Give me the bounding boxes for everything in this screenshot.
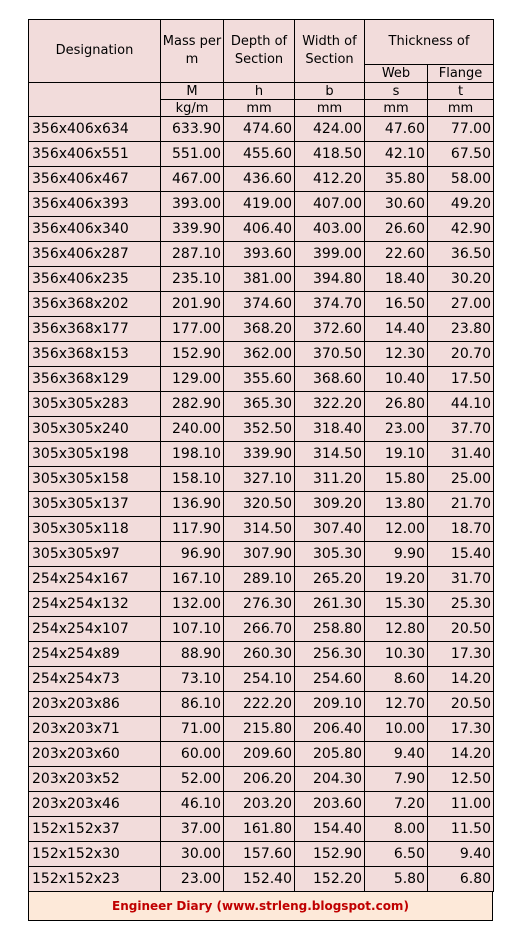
header-web: Web — [365, 65, 428, 83]
table-row — [29, 467, 494, 492]
value-cell: 5.80 — [365, 867, 428, 892]
value-cell: 266.70 — [224, 617, 295, 642]
value-cell: 19.20 — [365, 567, 428, 592]
table-row — [29, 542, 494, 567]
value-cell: 96.90 — [161, 542, 224, 567]
unit-cell: kg/m — [161, 100, 224, 117]
section-properties-table — [28, 19, 494, 892]
header-depth: Depth of Section — [224, 20, 295, 83]
value-cell: 235.10 — [161, 267, 224, 292]
value-cell: 14.20 — [428, 742, 494, 767]
designation-cell: 356x406x287 — [29, 242, 161, 267]
table-body — [29, 117, 494, 892]
designation-cell: 203x203x46 — [29, 792, 161, 817]
value-cell: 6.80 — [428, 867, 494, 892]
value-cell: 158.10 — [161, 467, 224, 492]
value-cell: 117.90 — [161, 517, 224, 542]
value-cell: 474.60 — [224, 117, 295, 142]
value-cell: 374.60 — [224, 292, 295, 317]
value-cell: 161.80 — [224, 817, 295, 842]
table-row — [29, 867, 494, 892]
value-cell: 320.50 — [224, 492, 295, 517]
value-cell: 403.00 — [295, 217, 365, 242]
designation-cell: 356x368x177 — [29, 317, 161, 342]
table-row — [29, 317, 494, 342]
value-cell: 318.40 — [295, 417, 365, 442]
value-cell: 305.30 — [295, 542, 365, 567]
header-width: Width of Section — [295, 20, 365, 83]
table-row — [29, 142, 494, 167]
value-cell: 88.90 — [161, 642, 224, 667]
table-row — [29, 167, 494, 192]
value-cell: 18.70 — [428, 517, 494, 542]
designation-cell: 254x254x89 — [29, 642, 161, 667]
value-cell: 14.40 — [365, 317, 428, 342]
value-cell: 22.60 — [365, 242, 428, 267]
value-cell: 10.00 — [365, 717, 428, 742]
value-cell: 152.90 — [161, 342, 224, 367]
value-cell: 44.10 — [428, 392, 494, 417]
table-row — [29, 417, 494, 442]
value-cell: 52.00 — [161, 767, 224, 792]
header-thickness: Thickness of — [365, 20, 494, 65]
value-cell: 8.60 — [365, 667, 428, 692]
value-cell: 58.00 — [428, 167, 494, 192]
value-cell: 30.60 — [365, 192, 428, 217]
value-cell: 372.60 — [295, 317, 365, 342]
designation-cell: 305x305x158 — [29, 467, 161, 492]
table-row — [29, 242, 494, 267]
designation-cell: 203x203x86 — [29, 692, 161, 717]
value-cell: 9.40 — [365, 742, 428, 767]
symbol-cell: t — [428, 83, 494, 100]
value-cell: 27.00 — [428, 292, 494, 317]
designation-cell: 356x406x634 — [29, 117, 161, 142]
value-cell: 339.90 — [161, 217, 224, 242]
table-row — [29, 567, 494, 592]
designation-cell: 152x152x37 — [29, 817, 161, 842]
value-cell: 209.60 — [224, 742, 295, 767]
value-cell: 322.20 — [295, 392, 365, 417]
value-cell: 256.30 — [295, 642, 365, 667]
header-designation-spacer — [29, 83, 161, 117]
value-cell: 18.40 — [365, 267, 428, 292]
value-cell: 203.60 — [295, 792, 365, 817]
value-cell: 35.80 — [365, 167, 428, 192]
value-cell: 23.00 — [365, 417, 428, 442]
symbol-cell: b — [295, 83, 365, 100]
value-cell: 455.60 — [224, 142, 295, 167]
table-row — [29, 692, 494, 717]
value-cell: 15.80 — [365, 467, 428, 492]
value-cell: 17.30 — [428, 642, 494, 667]
value-cell: 7.20 — [365, 792, 428, 817]
value-cell: 152.90 — [295, 842, 365, 867]
table-row — [29, 667, 494, 692]
value-cell: 418.50 — [295, 142, 365, 167]
table-row — [29, 217, 494, 242]
table-row — [29, 342, 494, 367]
designation-cell: 356x406x551 — [29, 142, 161, 167]
value-cell: 240.00 — [161, 417, 224, 442]
value-cell: 352.50 — [224, 417, 295, 442]
value-cell: 203.20 — [224, 792, 295, 817]
table-row — [29, 592, 494, 617]
designation-cell: 356x368x202 — [29, 292, 161, 317]
value-cell: 254.60 — [295, 667, 365, 692]
value-cell: 282.90 — [161, 392, 224, 417]
value-cell: 30.00 — [161, 842, 224, 867]
value-cell: 307.90 — [224, 542, 295, 567]
value-cell: 393.00 — [161, 192, 224, 217]
value-cell: 215.80 — [224, 717, 295, 742]
value-cell: 30.20 — [428, 267, 494, 292]
value-cell: 307.40 — [295, 517, 365, 542]
value-cell: 9.90 — [365, 542, 428, 567]
designation-cell: 356x406x467 — [29, 167, 161, 192]
value-cell: 12.80 — [365, 617, 428, 642]
designation-cell: 203x203x52 — [29, 767, 161, 792]
table-row — [29, 442, 494, 467]
value-cell: 16.50 — [365, 292, 428, 317]
table-row — [29, 817, 494, 842]
value-cell: 365.30 — [224, 392, 295, 417]
value-cell: 260.30 — [224, 642, 295, 667]
value-cell: 254.10 — [224, 667, 295, 692]
symbol-row — [29, 83, 494, 100]
value-cell: 157.60 — [224, 842, 295, 867]
value-cell: 368.20 — [224, 317, 295, 342]
header-mass: Mass per m — [161, 20, 224, 83]
value-cell: 12.00 — [365, 517, 428, 542]
value-cell: 23.80 — [428, 317, 494, 342]
value-cell: 71.00 — [161, 717, 224, 742]
designation-cell: 305x305x118 — [29, 517, 161, 542]
value-cell: 12.70 — [365, 692, 428, 717]
header-designation: Designation — [29, 20, 161, 83]
value-cell: 42.10 — [365, 142, 428, 167]
value-cell: 67.50 — [428, 142, 494, 167]
value-cell: 412.20 — [295, 167, 365, 192]
table-row — [29, 492, 494, 517]
value-cell: 177.00 — [161, 317, 224, 342]
value-cell: 167.10 — [161, 567, 224, 592]
value-cell: 309.20 — [295, 492, 365, 517]
table-row — [29, 617, 494, 642]
designation-cell: 254x254x107 — [29, 617, 161, 642]
value-cell: 201.90 — [161, 292, 224, 317]
designation-cell: 203x203x71 — [29, 717, 161, 742]
value-cell: 327.10 — [224, 467, 295, 492]
value-cell: 222.20 — [224, 692, 295, 717]
designation-cell: 305x305x240 — [29, 417, 161, 442]
value-cell: 287.10 — [161, 242, 224, 267]
value-cell: 355.60 — [224, 367, 295, 392]
value-cell: 289.10 — [224, 567, 295, 592]
value-cell: 11.00 — [428, 792, 494, 817]
value-cell: 12.50 — [428, 767, 494, 792]
value-cell: 152.40 — [224, 867, 295, 892]
designation-cell: 203x203x60 — [29, 742, 161, 767]
value-cell: 7.90 — [365, 767, 428, 792]
table-row — [29, 842, 494, 867]
value-cell: 6.50 — [365, 842, 428, 867]
value-cell: 23.00 — [161, 867, 224, 892]
designation-cell: 305x305x283 — [29, 392, 161, 417]
designation-cell: 305x305x137 — [29, 492, 161, 517]
unit-cell: mm — [224, 100, 295, 117]
value-cell: 31.40 — [428, 442, 494, 467]
value-cell: 15.30 — [365, 592, 428, 617]
value-cell: 60.00 — [161, 742, 224, 767]
value-cell: 206.40 — [295, 717, 365, 742]
value-cell: 12.30 — [365, 342, 428, 367]
value-cell: 370.50 — [295, 342, 365, 367]
value-cell: 25.00 — [428, 467, 494, 492]
value-cell: 205.80 — [295, 742, 365, 767]
table-row — [29, 292, 494, 317]
value-cell: 339.90 — [224, 442, 295, 467]
header-flange: Flange — [428, 65, 494, 83]
designation-cell: 152x152x30 — [29, 842, 161, 867]
value-cell: 10.40 — [365, 367, 428, 392]
value-cell: 20.50 — [428, 692, 494, 717]
value-cell: 25.30 — [428, 592, 494, 617]
value-cell: 136.90 — [161, 492, 224, 517]
table-row — [29, 717, 494, 742]
value-cell: 152.20 — [295, 867, 365, 892]
value-cell: 107.10 — [161, 617, 224, 642]
designation-cell: 305x305x97 — [29, 542, 161, 567]
symbol-cell: M — [161, 83, 224, 100]
value-cell: 13.80 — [365, 492, 428, 517]
value-cell: 314.50 — [224, 517, 295, 542]
designation-cell: 254x254x132 — [29, 592, 161, 617]
value-cell: 407.00 — [295, 192, 365, 217]
designation-cell: 152x152x23 — [29, 867, 161, 892]
value-cell: 467.00 — [161, 167, 224, 192]
value-cell: 424.00 — [295, 117, 365, 142]
value-cell: 19.10 — [365, 442, 428, 467]
footer-credit: Engineer Diary (www.strleng.blogspot.com) — [28, 892, 493, 921]
value-cell: 381.00 — [224, 267, 295, 292]
value-cell: 17.30 — [428, 717, 494, 742]
table-row — [29, 267, 494, 292]
table-row — [29, 517, 494, 542]
value-cell: 311.20 — [295, 467, 365, 492]
value-cell: 42.90 — [428, 217, 494, 242]
value-cell: 20.50 — [428, 617, 494, 642]
value-cell: 21.70 — [428, 492, 494, 517]
table-row — [29, 767, 494, 792]
value-cell: 8.00 — [365, 817, 428, 842]
value-cell: 406.40 — [224, 217, 295, 242]
unit-cell: mm — [428, 100, 494, 117]
value-cell: 261.30 — [295, 592, 365, 617]
value-cell: 36.50 — [428, 242, 494, 267]
designation-cell: 305x305x198 — [29, 442, 161, 467]
value-cell: 204.30 — [295, 767, 365, 792]
value-cell: 37.70 — [428, 417, 494, 442]
value-cell: 86.10 — [161, 692, 224, 717]
designation-cell: 356x406x235 — [29, 267, 161, 292]
value-cell: 17.50 — [428, 367, 494, 392]
value-cell: 154.40 — [295, 817, 365, 842]
value-cell: 276.30 — [224, 592, 295, 617]
value-cell: 20.70 — [428, 342, 494, 367]
value-cell: 77.00 — [428, 117, 494, 142]
value-cell: 47.60 — [365, 117, 428, 142]
value-cell: 362.00 — [224, 342, 295, 367]
value-cell: 436.60 — [224, 167, 295, 192]
value-cell: 393.60 — [224, 242, 295, 267]
value-cell: 399.00 — [295, 242, 365, 267]
value-cell: 368.60 — [295, 367, 365, 392]
value-cell: 419.00 — [224, 192, 295, 217]
value-cell: 206.20 — [224, 767, 295, 792]
value-cell: 198.10 — [161, 442, 224, 467]
table-row — [29, 792, 494, 817]
designation-cell: 254x254x167 — [29, 567, 161, 592]
value-cell: 31.70 — [428, 567, 494, 592]
unit-cell: mm — [295, 100, 365, 117]
value-cell: 37.00 — [161, 817, 224, 842]
designation-cell: 356x368x153 — [29, 342, 161, 367]
value-cell: 9.40 — [428, 842, 494, 867]
value-cell: 132.00 — [161, 592, 224, 617]
value-cell: 129.00 — [161, 367, 224, 392]
value-cell: 258.80 — [295, 617, 365, 642]
value-cell: 15.40 — [428, 542, 494, 567]
value-cell: 26.60 — [365, 217, 428, 242]
value-cell: 265.20 — [295, 567, 365, 592]
value-cell: 374.70 — [295, 292, 365, 317]
value-cell: 394.80 — [295, 267, 365, 292]
designation-cell: 356x368x129 — [29, 367, 161, 392]
symbol-cell: h — [224, 83, 295, 100]
table-row — [29, 642, 494, 667]
designation-cell: 356x406x340 — [29, 217, 161, 242]
value-cell: 10.30 — [365, 642, 428, 667]
designation-cell: 356x406x393 — [29, 192, 161, 217]
value-cell: 26.80 — [365, 392, 428, 417]
value-cell: 209.10 — [295, 692, 365, 717]
table-row — [29, 117, 494, 142]
table-row — [29, 192, 494, 217]
value-cell: 11.50 — [428, 817, 494, 842]
table-row — [29, 367, 494, 392]
table-row — [29, 742, 494, 767]
designation-cell: 254x254x73 — [29, 667, 161, 692]
value-cell: 633.90 — [161, 117, 224, 142]
value-cell: 551.00 — [161, 142, 224, 167]
value-cell: 14.20 — [428, 667, 494, 692]
value-cell: 73.10 — [161, 667, 224, 692]
table-row — [29, 392, 494, 417]
symbol-cell: s — [365, 83, 428, 100]
value-cell: 49.20 — [428, 192, 494, 217]
value-cell: 46.10 — [161, 792, 224, 817]
value-cell: 314.50 — [295, 442, 365, 467]
unit-cell: mm — [365, 100, 428, 117]
section-properties-sheet — [28, 19, 493, 921]
